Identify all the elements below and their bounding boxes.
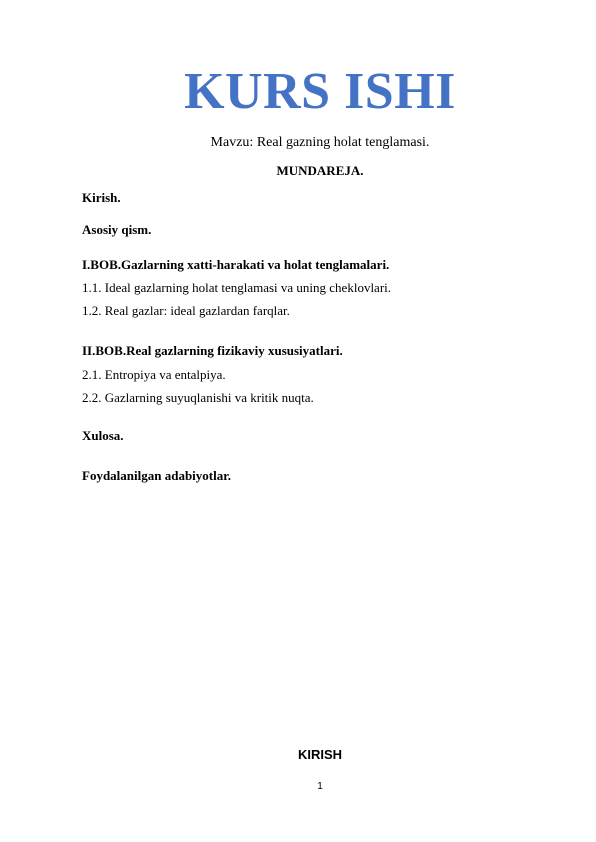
toc-item-chapter-1: I.BOB.Gazlarning xatti-harakati va holat tenglamalari. (82, 257, 390, 272)
toc-item-section-2-1: 2.1. Entropiya va entalpiya. (82, 367, 226, 382)
toc-item-section-1-1: 1.1. Ideal gazlarning holat tenglamasi va uning cheklovlari. (82, 280, 392, 295)
toc-item-chapter-2: II.BOB.Real gazlarning fizikaviy xususiyatlari. (82, 343, 343, 358)
toc-item-adabiyotlar: Foydalanilgan adabiyotlar. (82, 468, 232, 483)
document-subject: Mavzu: Real gazning holat tenglamasi. (210, 135, 430, 150)
toc-item-section-1-2: 1.2. Real gazlar: ideal gazlardan farqlar. (82, 303, 290, 318)
section-heading-kirish: KIRISH (297, 747, 343, 762)
toc-item-xulosa: Xulosa. (82, 428, 124, 443)
toc-item-kirish: Kirish. (82, 190, 121, 205)
toc-item-asosiy-qism: Asosiy qism. (82, 222, 152, 237)
page-number: 1 (317, 781, 323, 792)
toc-heading: MUNDAREJA. (276, 163, 364, 178)
document-title: KURS ISHI (184, 63, 456, 120)
toc-item-section-2-2: 2.2. Gazlarning suyuqlanishi va kritik nuqta. (82, 390, 314, 405)
